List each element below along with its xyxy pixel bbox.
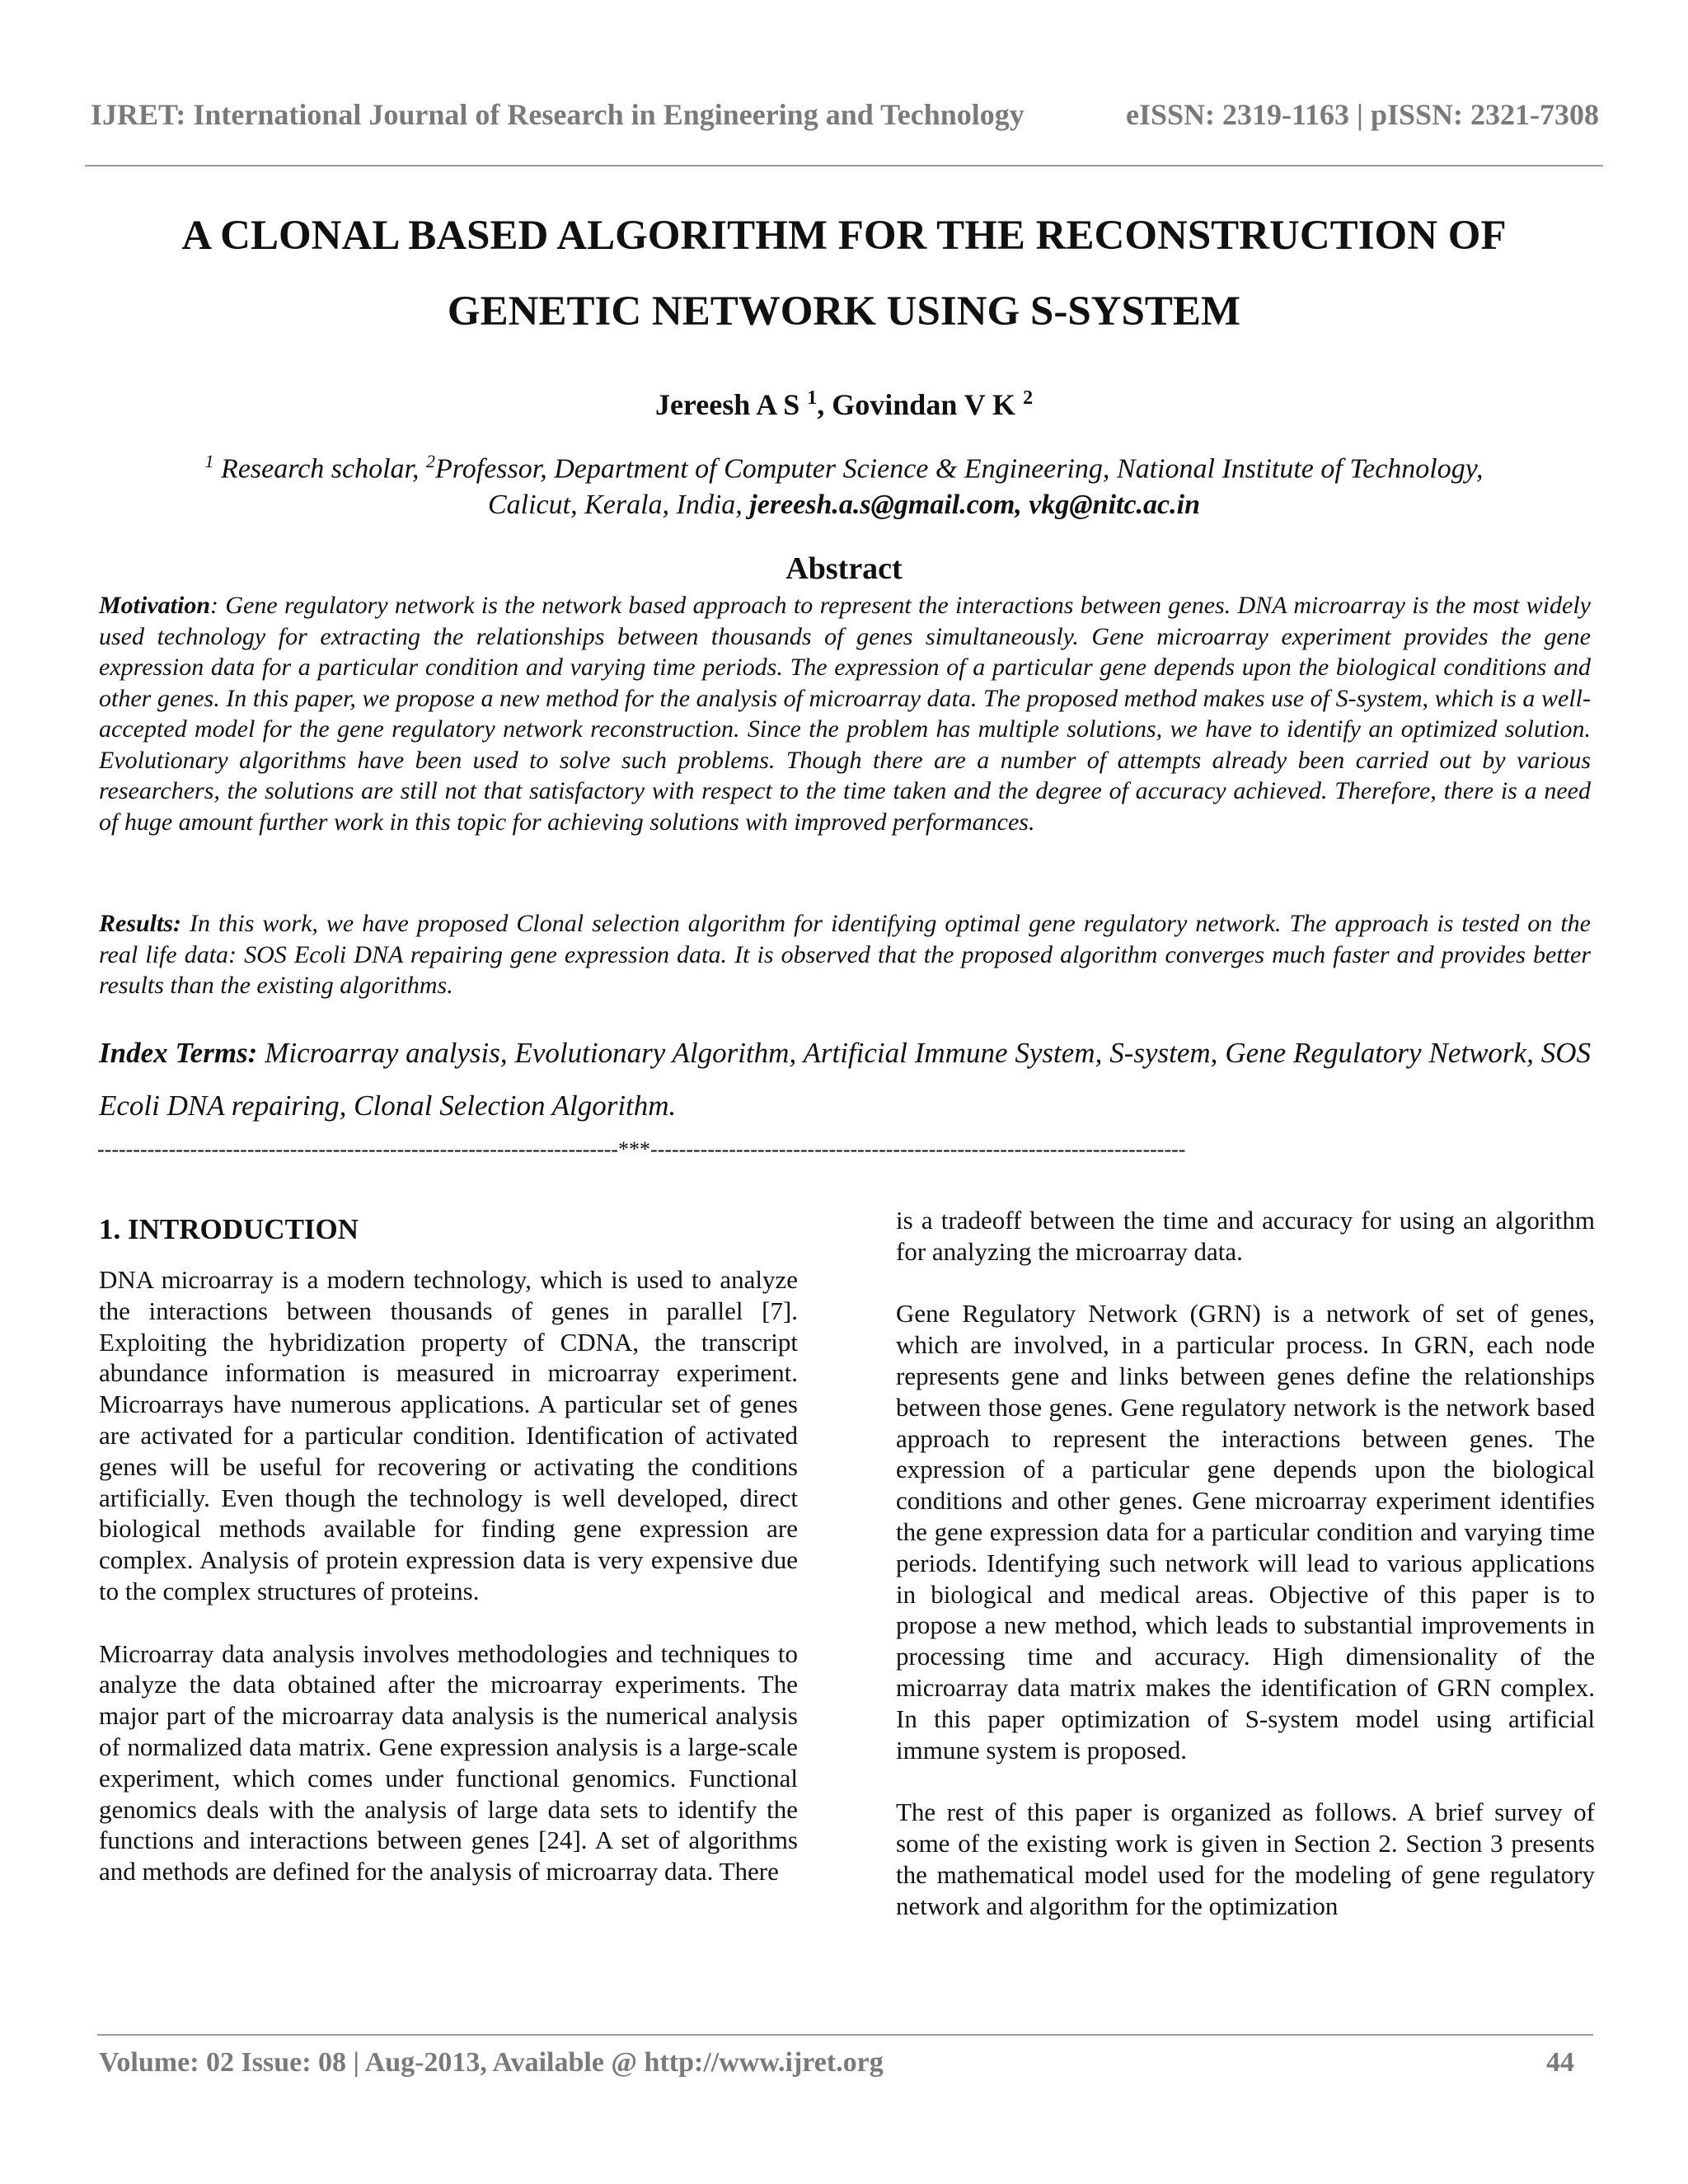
running-header bbox=[91, 97, 1599, 132]
abstract-motivation bbox=[99, 590, 1591, 837]
running-footer bbox=[99, 2047, 1574, 2079]
intro-paragraph-2: Microarray data analysis involves methodologies and techniques to analyze the data obtained after the microarray experiments. The major part of the microarray data analysis is the numerical analysis of normalized data matrix. Gene expression analysis is a large-scale experiment, which comes under functional genomics. Functional genomics deals with the analysis of large data sets to identify the functions and interactions between genes [24]. A set of algorithms and methods are defined for the analysis of microarray data. There bbox=[99, 1638, 798, 1886]
index-terms-text: Microarray analysis, Evolutionary Algorithm, Artificial Immune System, S-system, Gene Regulatory Network, SOS Ecoli DNA repairing, Clonal Selection Algorithm. bbox=[99, 1037, 1591, 1122]
affil-role-1: Research scholar, bbox=[213, 453, 427, 485]
left-column bbox=[99, 1205, 798, 1887]
affil-mark-2: 2 bbox=[426, 451, 436, 471]
affiliation-line-1 bbox=[91, 443, 1597, 487]
index-terms bbox=[99, 1027, 1591, 1132]
author-2-affil-mark: 2 bbox=[1023, 387, 1034, 409]
intro-paragraph-3: is a tradeoff between the time and accuracy for using an algorithm for analyzing the microarray data. bbox=[896, 1206, 1595, 1266]
section-heading-introduction: 1. INTRODUCTION bbox=[99, 1213, 359, 1245]
affil-location: Calicut, Kerala, India, bbox=[487, 490, 750, 521]
header-rule bbox=[85, 165, 1603, 166]
page-number: 44 bbox=[1546, 2047, 1574, 2078]
author-1: Jereesh A S bbox=[654, 388, 800, 421]
title-line-2: GENETIC NETWORK USING S-SYSTEM bbox=[447, 288, 1241, 335]
affil-role-2: Professor, Department of Computer Science & Engineering, National Institute of Technology, bbox=[435, 453, 1484, 485]
affiliation-line-2 bbox=[91, 487, 1597, 523]
journal-name: IJRET: International Journal of Research in Engineering and Technology bbox=[91, 98, 1025, 131]
intro-paragraph-5: The rest of this paper is organized as follows. A brief survey of some of the existing work is given in Section 2. Section 3 presents the mathematical model used for the modeling of gene regulatory network and algorithm for the optimization bbox=[896, 1797, 1595, 1920]
author-separator: , bbox=[817, 388, 832, 421]
title-line-1: A CLONAL BASED ALGORITHM FOR THE RECONSTRUCTION OF bbox=[181, 213, 1507, 259]
index-terms-label: Index Terms: bbox=[99, 1037, 258, 1069]
author-emails: jereesh.a.s@gmail.com, vkg@nitc.ac.in bbox=[749, 490, 1201, 521]
intro-paragraph-1: DNA microarray is a modern technology, which is used to analyze the interactions between thousands of genes in parallel [7]. Exploiting the hybridization property of CDNA, the transcript abundance information is measured in microarray experiment. Microarrays have numerous applications. A particular set of genes are activated for a particular condition. Identification of activated genes will be useful for recovering or activating the conditions artificially. Even though the technology is well developed, direct biological methods available for finding gene expression are complex. Analysis of protein expression data is very expensive due to the complex structures of proteins. bbox=[99, 1265, 798, 1605]
abstract-heading: Abstract bbox=[785, 551, 903, 586]
author-2: Govindan V K bbox=[832, 388, 1016, 421]
affiliation bbox=[91, 443, 1597, 523]
results-label: Results: bbox=[99, 910, 182, 937]
author-list bbox=[91, 387, 1597, 422]
footer-rule bbox=[97, 2034, 1593, 2036]
motivation-text: : Gene regulatory network is the network based approach to represent the interactions between genes. DNA microarray is the most widely used technology for extracting the relationships between thousands of genes simultaneously. Gene microarray experiment provides the gene expression data for a particular condition and varying time periods. The expression of a particular gene depends upon the biological conditions and other genes. In this paper, we propose a new method for the analysis of microarray data. The proposed method makes use of S-system, which is a well-accepted model for the gene regulatory network reconstruction. Since the problem has multiple solutions, we have to identify an optimized solution. Evolutionary algorithms have been used to solve such problems. Though there are a number of attempts already been carried out by various researchers, the solutions are still not that satisfactory with respect to the time taken and the degree of accuracy achieved. Therefore, there is a need of huge amount further work in this topic for achieving solutions with improved performances. bbox=[99, 592, 1591, 836]
abstract-results bbox=[99, 908, 1591, 1001]
paper-title bbox=[91, 198, 1597, 349]
motivation-label: Motivation bbox=[99, 592, 211, 619]
footer-volume-info: Volume: 02 Issue: 08 | Aug-2013, Available @ http://www.ijret.org bbox=[99, 2047, 884, 2078]
results-text: In this work, we have proposed Clonal selection algorithm for identifying optimal gene regulatory network. The approach is tested on the real life data: SOS Ecoli DNA repairing gene expression data. It is observed that the proposed algorithm converges much faster and provides better results than the existing algorithms. bbox=[99, 910, 1591, 999]
issn-numbers: eISSN: 2319-1163 | pISSN: 2321-7308 bbox=[1126, 98, 1599, 131]
section-separator: -------------------------------------------------------------------------***--------------------------------------------------------------------------- bbox=[97, 1137, 1186, 1161]
right-column bbox=[896, 1205, 1595, 1921]
affil-mark-1: 1 bbox=[204, 451, 214, 471]
intro-paragraph-4: Gene Regulatory Network (GRN) is a network of set of genes, which are involved, in a particular process. In GRN, each node represents gene and links between genes define the relationships between those genes. Gene regulatory network is the network based approach to represent the interactions between genes. The expression of a particular gene depends upon the biological conditions and other genes. Gene microarray experiment identifies the gene expression data for a particular condition and varying time periods. Identifying such network will lead to various applications in biological and medical areas. Objective of this paper is to propose a new method, which leads to substantial improvements in processing time and accuracy. High dimensionality of the microarray data matrix makes the identification of GRN complex. In this paper optimization of S-system model using artificial immune system is proposed. bbox=[896, 1299, 1595, 1765]
author-1-affil-mark: 1 bbox=[807, 387, 818, 409]
